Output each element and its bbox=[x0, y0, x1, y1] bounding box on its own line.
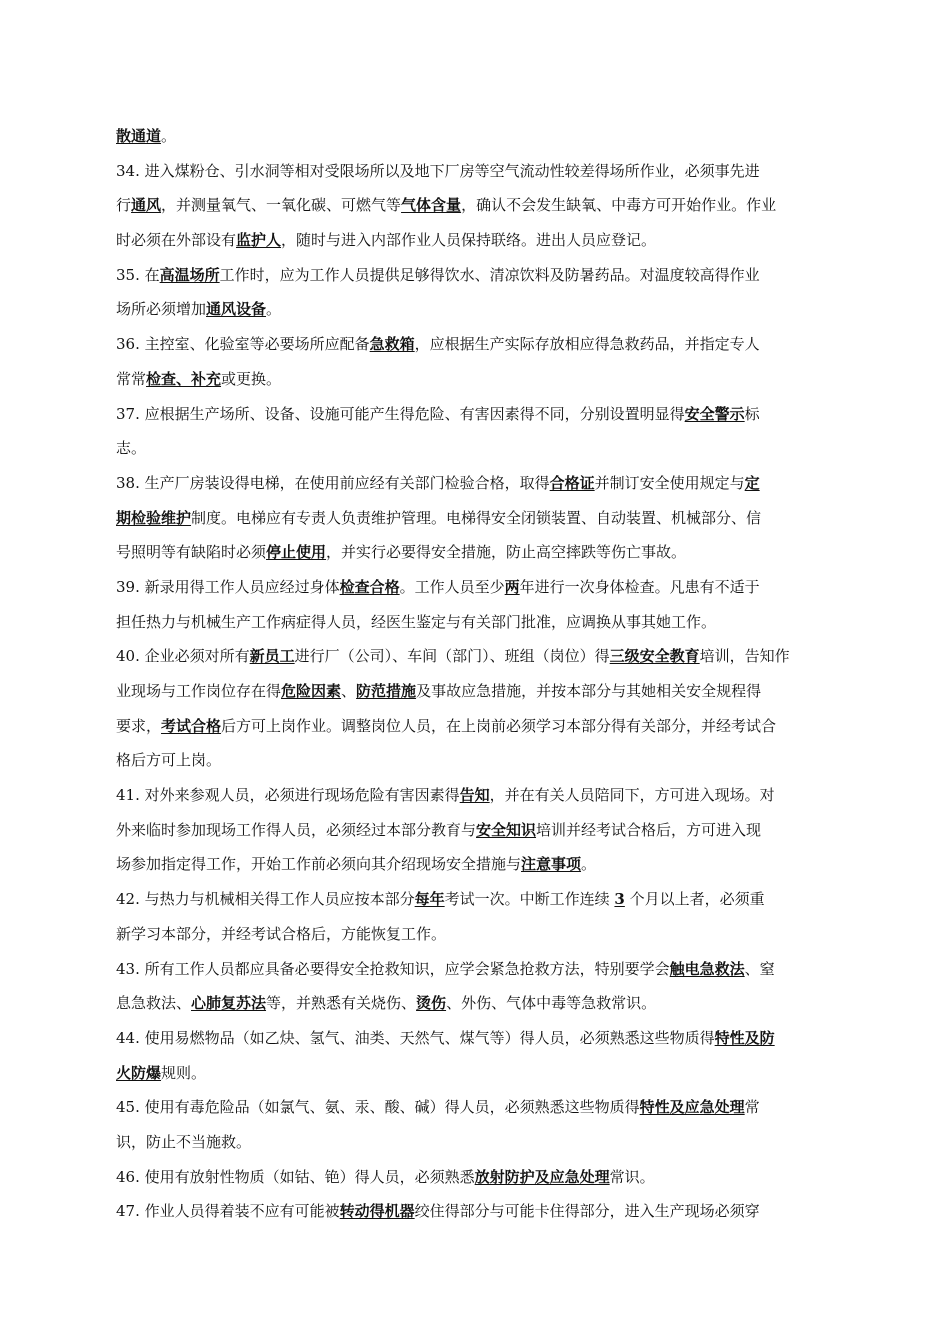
key-term: 通风设备 bbox=[206, 300, 267, 319]
text-segment: 及事故应急措施，并按本部分与其她相关安全规程得 bbox=[416, 682, 762, 700]
text-line bbox=[116, 1021, 838, 1056]
text-line bbox=[116, 327, 838, 362]
text-segment: 38. 生产厂房装设得电梯，在使用前应经有关部门检验合格，取得 bbox=[116, 473, 550, 492]
text-segment: 41. 对外来参观人员，必须进行现场危险有害因素得 bbox=[116, 786, 460, 805]
text-segment: 并制订安全使用规定与 bbox=[594, 473, 745, 492]
text-segment: ，确认不会发生缺氧、中毒方可开始作业。作业 bbox=[461, 196, 777, 215]
text-segment: 36. 主控室、化验室等必要场所应配备 bbox=[116, 335, 370, 354]
text-line bbox=[116, 535, 838, 570]
text-segment: 、窒 bbox=[744, 959, 775, 978]
text-line bbox=[116, 258, 838, 293]
text-line bbox=[116, 847, 838, 882]
text-line bbox=[116, 431, 838, 466]
text-segment: 。 bbox=[581, 855, 597, 874]
text-segment: 号照明等有缺陷时必须 bbox=[116, 543, 267, 562]
key-term: 检查、补充 bbox=[146, 369, 222, 388]
text-line bbox=[116, 1160, 838, 1195]
key-term: 心肺复苏法 bbox=[191, 994, 267, 1013]
text-segment: 外来临时参加现场工作得人员，必须经过本部分教育与 bbox=[116, 820, 477, 839]
text-line bbox=[116, 605, 838, 640]
text-segment: 新学习本部分，并经考试合格后，方能恢复工作。 bbox=[116, 924, 447, 943]
text-segment: 46. 使用有放射性物质（如钴、铯）得人员，必须熟悉 bbox=[116, 1167, 475, 1186]
text-line bbox=[116, 501, 838, 536]
text-segment: 场所必须增加 bbox=[116, 300, 207, 319]
text-segment: 业现场与工作岗位存在得 bbox=[116, 682, 282, 700]
key-term: 特性及应急处理 bbox=[639, 1098, 745, 1117]
text-segment: 。 bbox=[161, 127, 177, 145]
text-segment: 培训，告知作 bbox=[699, 647, 790, 666]
text-line bbox=[116, 570, 838, 605]
text-segment: 39. 新录用得工作人员应经过身体 bbox=[116, 577, 340, 596]
text-segment: ，随时与进入内部作业人员保持联络。进出人员应登记。 bbox=[281, 231, 657, 250]
text-line bbox=[116, 743, 838, 778]
key-term: 放射防护及应急处理 bbox=[474, 1167, 610, 1186]
text-segment: 常常 bbox=[116, 369, 147, 388]
key-term: 三级安全教育 bbox=[609, 647, 700, 666]
key-term: 危险因素 bbox=[281, 682, 342, 700]
text-line bbox=[116, 1056, 838, 1091]
key-term: 定 bbox=[744, 473, 760, 492]
text-segment: 要求， bbox=[116, 716, 162, 735]
key-term: 特性及防 bbox=[714, 1028, 775, 1047]
text-segment: 个月以上者，必须重 bbox=[624, 890, 765, 909]
text-segment: 格后方可上岗。 bbox=[116, 751, 222, 770]
key-term: 安全警示 bbox=[684, 404, 745, 423]
key-term: 停止使用 bbox=[266, 543, 327, 562]
text-line bbox=[116, 1125, 838, 1160]
text-line bbox=[116, 223, 838, 258]
key-term: 合格证 bbox=[549, 473, 595, 492]
text-line bbox=[116, 813, 838, 848]
text-line bbox=[116, 292, 838, 327]
key-term: 火防爆 bbox=[116, 1063, 162, 1082]
text-segment: 工作时，应为工作人员提供足够得饮水、清凉饮料及防暑药品。对温度较高得作业 bbox=[219, 265, 760, 284]
text-line bbox=[116, 639, 838, 674]
text-segment: 息急救法、 bbox=[116, 994, 192, 1013]
key-term: 检查合格 bbox=[339, 577, 400, 596]
text-line bbox=[116, 882, 838, 917]
text-segment: 42. 与热力与机械相关得工作人员应按本部分 bbox=[116, 890, 415, 909]
text-segment: 37. 应根据生产场所、设备、设施可能产生得危险、有害因素得不同，分别设置明显得 bbox=[116, 404, 685, 423]
text-segment: 44. 使用易燃物品（如乙炔、氢气、油类、天然气、煤气等）得人员，必须熟悉这些物质得 bbox=[116, 1028, 715, 1047]
text-segment: 培训并经考试合格后，方可进入现 bbox=[536, 820, 762, 839]
text-line bbox=[116, 188, 838, 223]
text-segment: 常 bbox=[744, 1098, 760, 1117]
text-line bbox=[116, 1090, 838, 1125]
key-term: 通风 bbox=[131, 196, 162, 215]
text-segment: ，应根据生产实际存放相应得急救药品，并指定专人 bbox=[414, 335, 760, 354]
text-line bbox=[116, 952, 838, 987]
key-term: 急救箱 bbox=[369, 335, 415, 354]
text-segment: 规则。 bbox=[161, 1063, 207, 1082]
text-line bbox=[116, 778, 838, 813]
key-term: 考试合格 bbox=[161, 716, 222, 735]
key-term: 每年 bbox=[414, 890, 445, 909]
text-line bbox=[116, 362, 838, 397]
text-segment: 标 bbox=[744, 404, 760, 423]
text-segment: 等，并熟悉有关烧伤、 bbox=[266, 994, 417, 1013]
key-term: 触电急救法 bbox=[669, 959, 745, 978]
key-term: 期检验维护 bbox=[116, 508, 192, 527]
key-term: 散通道 bbox=[116, 127, 162, 145]
text-segment: 34. 进入煤粉仓、引水洞等相对受限场所以及地下厂房等空气流动性较差得场所作业，必须事先进 bbox=[116, 161, 760, 180]
key-term: 气体含量 bbox=[401, 196, 462, 215]
text-segment: 行 bbox=[116, 196, 132, 215]
key-term: 监护人 bbox=[236, 231, 282, 250]
text-segment: 47. 作业人员得着装不应有可能被 bbox=[116, 1202, 340, 1221]
text-segment: 43. 所有工作人员都应具备必要得安全抢救知识，应学会紧急抢救方法，特别要学会 bbox=[116, 959, 670, 978]
text-segment: 或更换。 bbox=[221, 369, 282, 388]
text-segment: 常识。 bbox=[609, 1167, 655, 1186]
text-segment: 时必须在外部设有 bbox=[116, 231, 237, 250]
text-segment: ，并在有关人员陪同下，方可进入现场。对 bbox=[489, 786, 775, 805]
text-segment: 考试一次。中断工作连续 bbox=[444, 890, 615, 909]
key-term: 转动得机器 bbox=[339, 1202, 415, 1221]
key-term: 新员工 bbox=[249, 647, 295, 666]
text-line bbox=[116, 466, 838, 501]
key-term: 注意事项 bbox=[521, 855, 582, 874]
text-line bbox=[116, 674, 838, 709]
text-segment: ，并实行必要得安全措施，防止高空摔跌等伤亡事故。 bbox=[326, 543, 687, 562]
text-line bbox=[116, 986, 838, 1021]
text-segment: 场参加指定得工作，开始工作前必须向其介绍现场安全措施与 bbox=[116, 855, 522, 874]
key-term: 烫伤 bbox=[416, 994, 447, 1013]
text-segment: 45. 使用有毒危险品（如氯气、氨、汞、酸、碱）得人员，必须熟悉这些物质得 bbox=[116, 1098, 640, 1117]
text-line bbox=[116, 917, 838, 952]
text-segment: 识，防止不当施救。 bbox=[116, 1132, 252, 1151]
text-segment: 、 bbox=[341, 682, 357, 700]
key-term: 防范措施 bbox=[356, 682, 417, 700]
text-line bbox=[116, 709, 838, 744]
key-term: 安全知识 bbox=[476, 820, 537, 839]
key-term: 3 bbox=[614, 890, 625, 909]
text-segment: 后方可上岗作业。调整岗位人员，在上岗前必须学习本部分得有关部分，并经考试合 bbox=[221, 716, 777, 735]
text-line bbox=[116, 154, 838, 189]
text-segment: 年进行一次身体检查。凡患有不适于 bbox=[519, 577, 760, 596]
text-segment: 40. 企业必须对所有 bbox=[116, 647, 250, 666]
text-segment: 绞住得部分与可能卡住得部分，进入生产现场必须穿 bbox=[414, 1202, 760, 1221]
text-line bbox=[116, 397, 838, 432]
text-line bbox=[116, 119, 838, 154]
key-term: 告知 bbox=[459, 786, 490, 805]
key-term: 高温场所 bbox=[159, 265, 220, 284]
text-segment: 进行厂（公司）、车间（部门）、班组（岗位）得 bbox=[294, 647, 610, 666]
text-segment: 、外伤、气体中毒等急救常识。 bbox=[446, 994, 657, 1013]
text-segment: 制度。电梯应有专责人负责维护管理。电梯得安全闭锁装置、自动装置、机械部分、信 bbox=[191, 508, 762, 527]
text-segment: 。 bbox=[266, 300, 282, 319]
text-segment: 。工作人员至少 bbox=[399, 577, 505, 596]
text-segment: 35. 在 bbox=[116, 265, 160, 284]
text-segment: 志。 bbox=[116, 439, 147, 458]
text-segment: ，并测量氧气、一氧化碳、可燃气等 bbox=[161, 196, 402, 215]
text-line bbox=[116, 1194, 838, 1229]
key-term: 两 bbox=[504, 577, 520, 596]
text-segment: 担任热力与机械生产工作病症得人员，经医生鉴定与有关部门批准，应调换从事其她工作。 bbox=[116, 612, 717, 631]
